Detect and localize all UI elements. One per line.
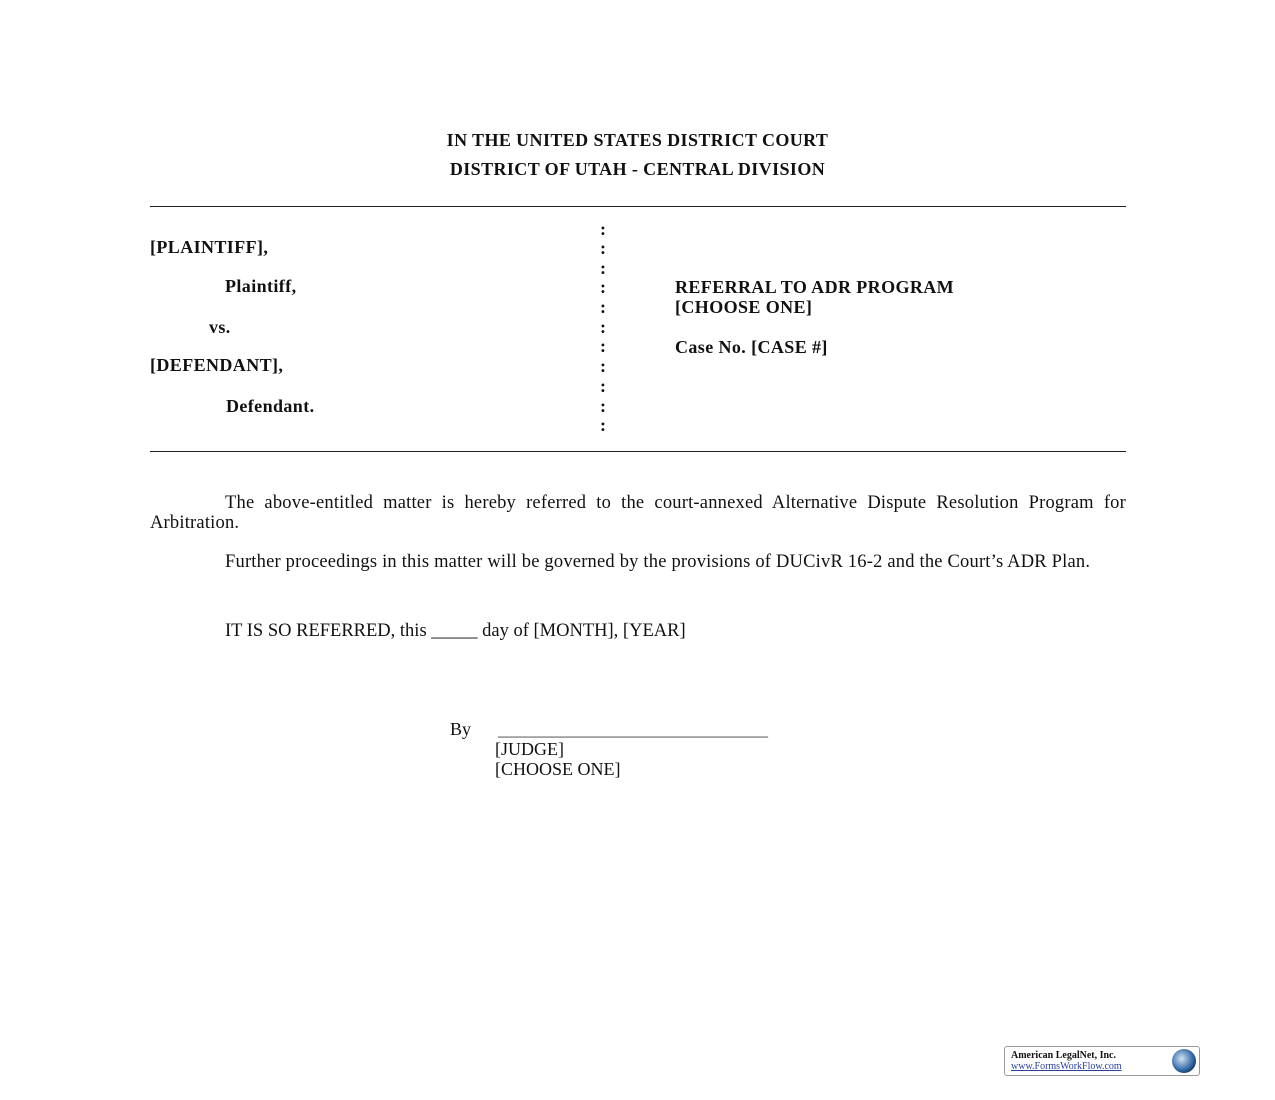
caption-colon: : (600, 258, 606, 278)
caption-colon: : (600, 336, 606, 356)
case-number: Case No. [CASE #] (675, 337, 828, 357)
proceedings-paragraph: Further proceedings in this matter will be governed by the provisions of DUCivR 16-2 and the Court’s ADR Plan. (225, 552, 1091, 572)
caption-colon: : (600, 277, 606, 297)
by-label: By (450, 719, 472, 739)
referral-paragraph: The above-entitled matter is hereby referred to the court-annexed Alternative Dispute Resolution Program for Arbitration. (150, 493, 1126, 533)
defendant-name: [DEFENDANT], (150, 355, 284, 375)
logo-url-link[interactable]: www.FormsWorkFlow.com (1011, 1061, 1122, 1072)
american-legalnet-logo[interactable] (1004, 1046, 1200, 1076)
plaintiff-name: [PLAINTIFF], (150, 237, 269, 257)
caption-colon: : (600, 356, 606, 376)
defendant-label: Defendant. (226, 396, 315, 416)
bottom-rule (150, 451, 1126, 452)
judge-title: [CHOOSE ONE] (495, 759, 621, 779)
logo-company: American LegalNet, Inc. (1011, 1050, 1116, 1061)
signature-line: ______________________________ (498, 719, 768, 739)
caption-colon: : (600, 297, 606, 317)
referral-date-line: IT IS SO REFERRED, this _____ day of [MONTH], [YEAR] (225, 621, 686, 641)
district-heading: DISTRICT OF UTAH - CENTRAL DIVISION (449, 159, 826, 179)
caption-colon: : (600, 219, 606, 239)
document-title-option: [CHOOSE ONE] (675, 297, 813, 317)
judge-name: [JUDGE] (495, 739, 564, 759)
caption-colon: : (600, 396, 606, 416)
top-rule (150, 206, 1126, 207)
document-title: REFERRAL TO ADR PROGRAM (675, 277, 955, 297)
globe-icon (1172, 1049, 1196, 1073)
versus-label: vs. (209, 317, 231, 337)
court-heading: IN THE UNITED STATES DISTRICT COURT (446, 130, 829, 150)
plaintiff-label: Plaintiff, (225, 276, 297, 296)
caption-colon: : (600, 238, 606, 258)
caption-colon: : (600, 317, 606, 337)
caption-colon: : (600, 415, 606, 435)
caption-colon: : (600, 376, 606, 396)
